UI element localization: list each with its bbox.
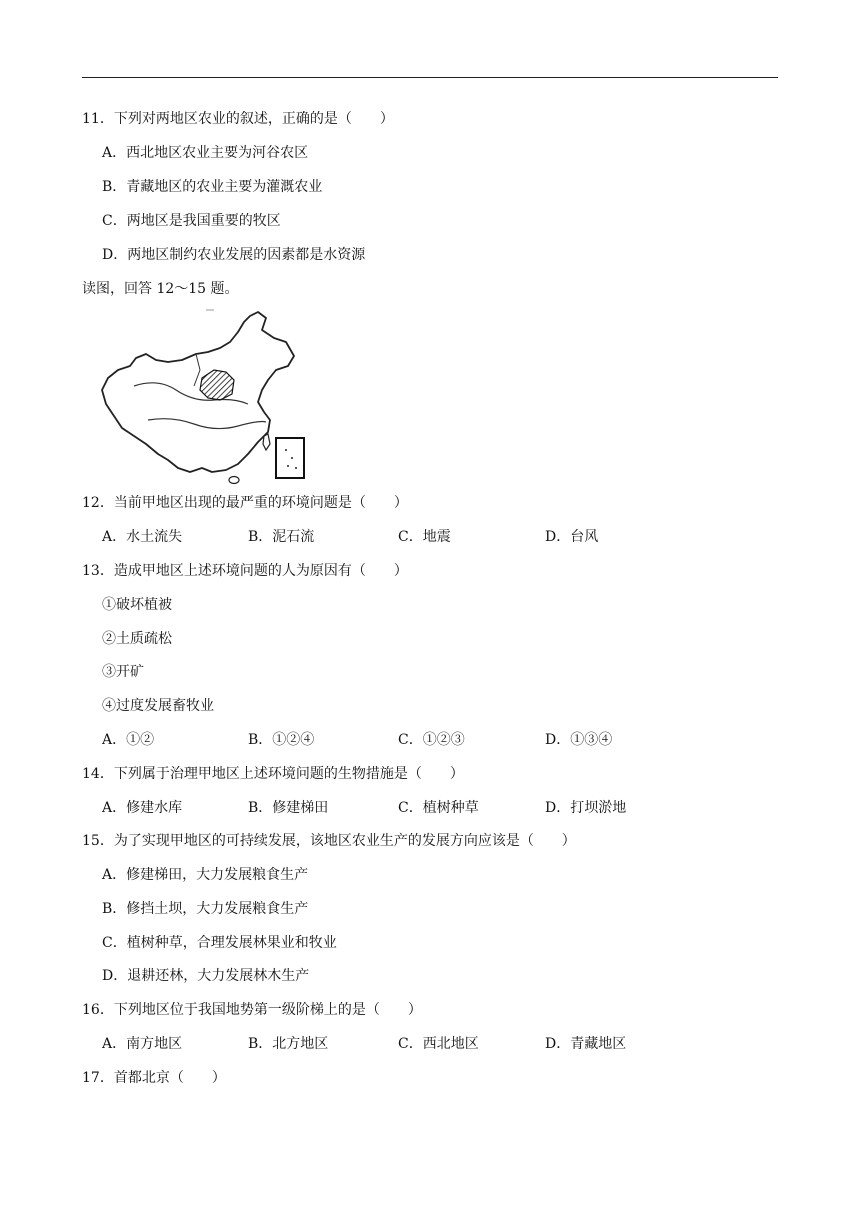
q16-stem: 16．下列地区位于我国地势第一级阶梯上的是（ ） [82, 1002, 422, 1018]
q15-option-c: C．植树种草，合理发展林果业和牧业 [102, 935, 337, 951]
q12-stem: 12．当前甲地区出现的最严重的环境问题是（ ） [82, 495, 408, 511]
header-rule [82, 77, 778, 78]
q15-option-a: A．修建梯田，大力发展粮食生产 [102, 867, 309, 883]
q12-option-c: C．地震 [398, 529, 451, 545]
q13-item-3: ③开矿 [102, 664, 144, 680]
q16-option-b: B．北方地区 [248, 1036, 329, 1052]
q13-item-4: ④过度发展畜牧业 [102, 698, 214, 714]
q11-option-d: D．两地区制约农业发展的因素都是水资源 [102, 247, 366, 263]
q12-option-a: A．水土流失 [102, 529, 183, 545]
china-map [98, 308, 310, 486]
q13-option-b: B．①②④ [248, 732, 315, 748]
q13-option-c: C．①②③ [398, 732, 465, 748]
q15-stem: 15．为了实现甲地区的可持续发展，该地区农业生产的发展方向应该是（ ） [82, 833, 576, 849]
q13-item-2: ②土质疏松 [102, 631, 172, 647]
q14-stem: 14．下列属于治理甲地区上述环境问题的生物措施是（ ） [82, 766, 464, 782]
reading-intro: 读图，回答 12～15 题。 [82, 281, 239, 297]
q16-option-d: D．青藏地区 [545, 1036, 627, 1052]
q15-option-d: D．退耕还林，大力发展林木生产 [102, 968, 310, 984]
q13-stem: 13．造成甲地区上述环境问题的人为原因有（ ） [82, 563, 408, 579]
q16-option-a: A．南方地区 [102, 1036, 183, 1052]
q11-option-b: B．青藏地区的农业主要为灌溉农业 [102, 179, 323, 195]
q11-option-c: C．两地区是我国重要的牧区 [102, 213, 281, 229]
q12-option-b: B．泥石流 [248, 529, 315, 545]
q11-stem: 11．下列对两地区农业的叙述，正确的是（ ） [82, 111, 394, 127]
loess-plateau-region [200, 370, 234, 400]
q15-option-b: B．修挡土坝，大力发展粮食生产 [102, 901, 309, 917]
q14-option-a: A．修建水库 [102, 800, 183, 816]
q16-option-c: C．西北地区 [398, 1036, 479, 1052]
q13-option-a: A．①② [102, 732, 155, 748]
q14-option-b: B．修建梯田 [248, 800, 329, 816]
q17-stem: 17．首都北京（ ） [82, 1070, 226, 1086]
q12-option-d: D．台风 [545, 529, 599, 545]
q14-option-d: D．打坝淤地 [545, 800, 627, 816]
q11-option-a: A．西北地区农业主要为河谷农区 [102, 145, 309, 161]
q14-option-c: C．植树种草 [398, 800, 479, 816]
q13-option-d: D．①③④ [545, 732, 613, 748]
q13-item-1: ①破坏植被 [102, 597, 172, 613]
